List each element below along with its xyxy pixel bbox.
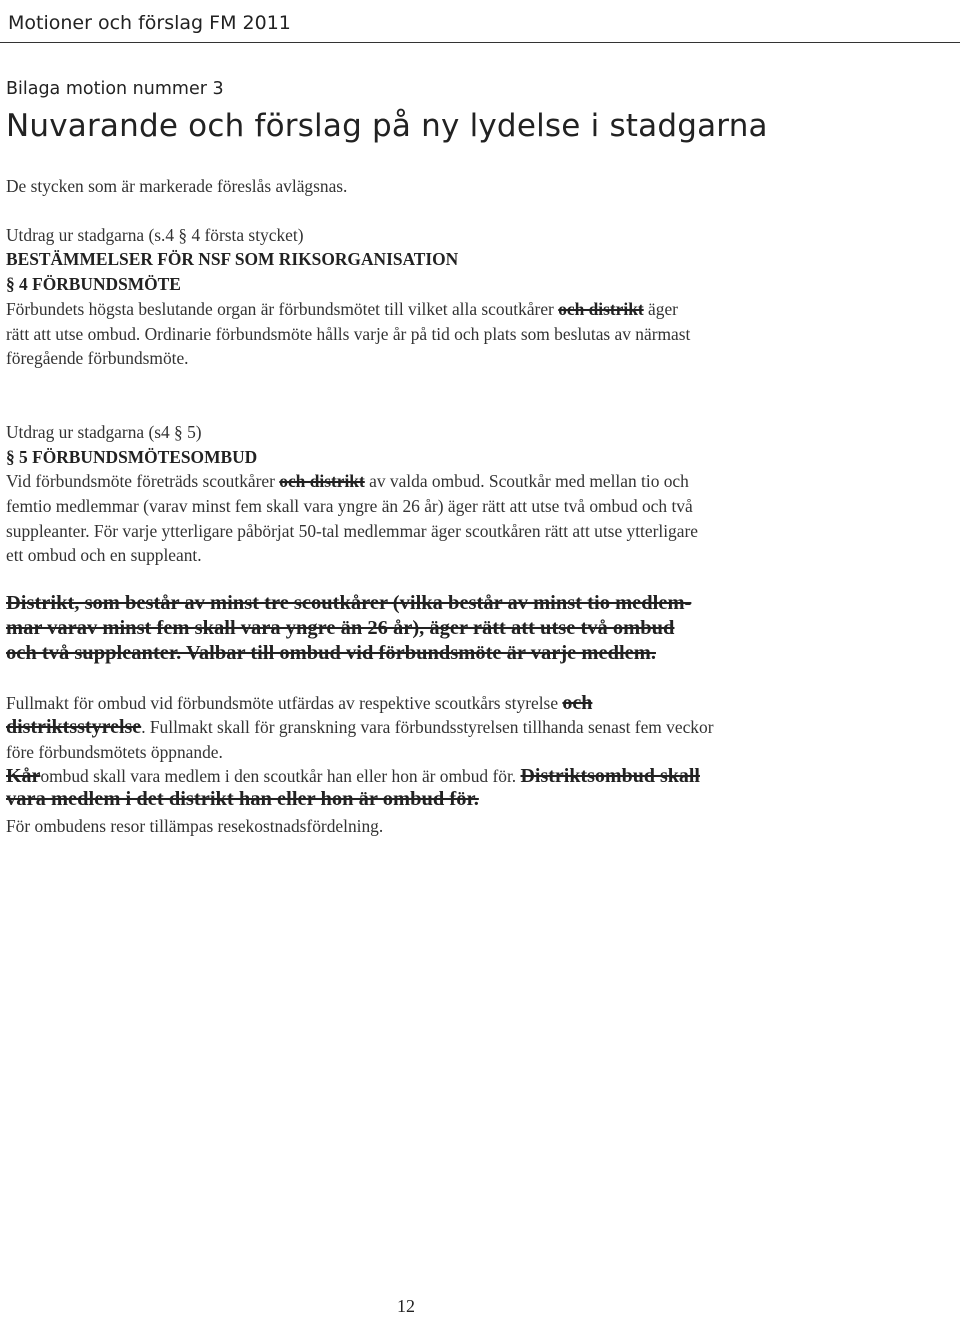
proxy-line-5-removed: vara medlem i det distrikt han eller hon är ombud för. [6,788,479,810]
proxy-line-4 [6,765,700,788]
removed-text: och [562,692,593,714]
proxy-line-2 [6,716,714,739]
header-title: Motioner och förslag FM 2011 [8,12,291,34]
section1-line-1 [6,299,678,320]
removed-text: och distrikt [558,299,644,319]
section1-heading: BESTÄMMELSER FÖR NSF SOM RIKSORGANISATION [6,249,459,269]
intro-text: De stycken som är markerade föreslås avlägsnas. [6,176,348,196]
proxy-line-6: För ombudens resor tillämpas resekostnadsfördelning. [6,816,384,836]
removed-text: och distrikt [279,471,365,491]
header-divider [0,42,960,43]
section1-line-3: föregående förbundsmöte. [6,348,189,368]
removed-text: Distriktsombud skall [520,765,700,787]
section2-line-3: suppleanter. För varje ytterligare påbörjat 50-tal medlemmar äger scoutkåren rätt att utse ytterligare [6,521,698,541]
text-span: Förbundets högsta beslutande organ är förbundsmötet till vilket alla scoutkårer [6,299,559,319]
text-span: Vid förbundsmöte företräds scoutkårer [6,471,280,491]
document-title: Nuvarande och förslag på ny lydelse i stadgarna [6,108,768,144]
appendix-label: Bilaga motion nummer 3 [6,79,224,99]
removed-paragraph-line-2: mar varav minst fem skall vara yngre än 26 år), äger rätt att utse två ombud [6,617,675,639]
section1-subheading: § 4 FÖRBUNDSMÖTE [6,274,181,294]
removed-text: Kår [6,765,41,787]
page-header [0,0,960,44]
text-span: av valda ombud. Scoutkår med mellan tio och [364,471,689,491]
section2-line-1 [6,471,689,492]
removed-paragraph-line-1: Distrikt, som består av minst tre scoutkårer (vilka består av minst tio medlem- [6,592,692,614]
text-span: Fullmakt för ombud vid förbundsmöte utfärdas av respektive scoutkårs styrelse [6,693,563,713]
text-span: . Fullmakt skall för granskning vara förbundsstyrelsen tillhanda senast fem veckor [141,717,714,737]
proxy-line-3: före förbundsmötets öppnande. [6,742,223,762]
removed-text: distriktsstyrelse [6,716,142,738]
section2-line-2: femtio medlemmar (varav minst fem skall vara yngre än 26 år) äger rätt att utse två ombud och två [6,496,693,516]
removed-paragraph-line-3: och två suppleanter. Valbar till ombud vid förbundsmöte är varje medlem. [6,642,656,664]
section1-reference: Utdrag ur stadgarna (s.4 § 4 första stycket) [6,225,304,245]
section2-line-4: ett ombud och en suppleant. [6,545,202,565]
text-span: ombud skall vara medlem i den scoutkår han eller hon är ombud för. [40,766,521,786]
text-span: äger [643,299,678,319]
proxy-line-1 [6,692,592,715]
section2-reference: Utdrag ur stadgarna (s4 § 5) [6,422,202,442]
section1-line-2: rätt att utse ombud. Ordinarie förbundsmöte hålls varje år på tid och plats som beslutas av närmast [6,324,691,344]
section2-heading: § 5 FÖRBUNDSMÖTESOMBUD [6,447,258,467]
page-number: 12 [397,1296,415,1316]
